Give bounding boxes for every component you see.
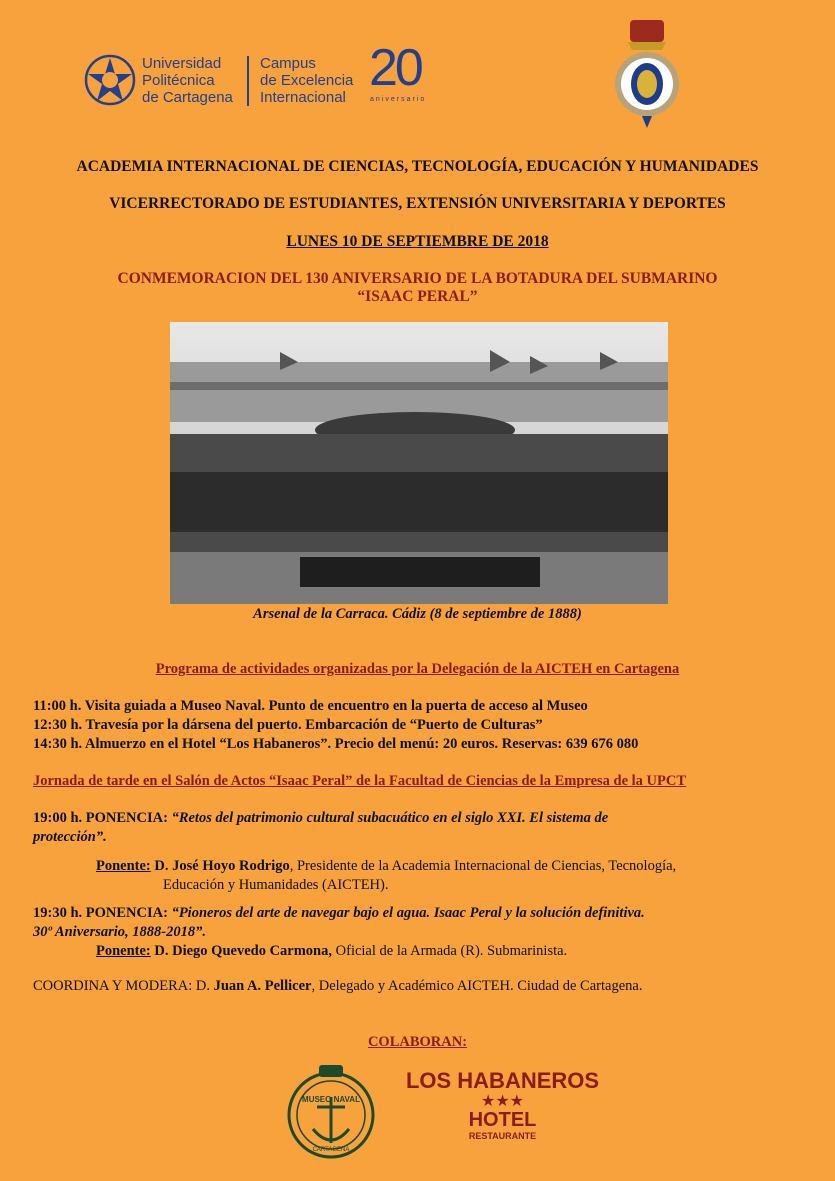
- photo-caption: Arsenal de la Carraca. Cádiz (8 de septiembre de 1888): [253, 606, 582, 622]
- academy-title: ACADEMIA INTERNACIONAL DE CIENCIAS, TECNOLOGÍA, EDUCACIÓN Y HUMANIDADES: [76, 158, 759, 175]
- talk-1: [33, 809, 823, 895]
- museo-naval-logo: [285, 1063, 377, 1159]
- talk-1-speaker-desc-1: , Presidente de la Academia Internacional de Ciencias, Tecnología,: [289, 858, 677, 874]
- event-title: [0, 270, 835, 306]
- coordinator: [33, 977, 823, 996]
- upct-logo: [84, 39, 454, 112]
- program-title-text: Programa de actividades organizadas por la Delegación de la AICTEH en Cartagena: [155, 661, 680, 677]
- upct-line-1: Universidad: [142, 55, 222, 72]
- hotel-logo: [400, 1068, 605, 1150]
- hotel-type: HOTEL: [468, 1109, 537, 1131]
- talk-1-title-line-2: protección”.: [33, 829, 107, 845]
- hotel-sub: RESTAURANTE: [468, 1131, 537, 1141]
- program-title: [0, 660, 835, 678]
- talk-1-title-line-1: “Retos del patrimonio cultural subacuático en el siglo XXI. El sistema de: [171, 810, 609, 826]
- coordinator-prefix: COORDINA Y MODERA: D.: [33, 978, 214, 994]
- anniversary-number: 20: [369, 39, 421, 97]
- talk-2: [33, 904, 823, 961]
- coordinator-desc: , Delegado y Académico AICTEH. Ciudad de Cartagena.: [311, 978, 643, 994]
- talk-1-speaker-label: Ponente:: [96, 858, 151, 874]
- anchor-crest-icon: [285, 1063, 377, 1159]
- hotel-stars: ★★★: [480, 1093, 525, 1110]
- afternoon-title-text: Jornada de tarde en el Salón de Actos “Isaac Peral” de la Facultad de Ciencias de la Empresa de la UPCT: [33, 773, 687, 789]
- talk-2-speaker-desc: Oficial de la Armada (R). Submarinista.: [332, 943, 568, 959]
- talk-1-prefix: 19:00 h. PONENCIA:: [33, 810, 172, 826]
- collaborators-title: [0, 1033, 835, 1051]
- anniversary-word: aniversario: [370, 96, 427, 103]
- vicerrectorado-title: VICERRECTORADO DE ESTUDIANTES, EXTENSIÓN UNIVERSITARIA Y DEPORTES: [109, 195, 726, 212]
- talk-2-speaker-name: D. Diego Quevedo Carmona,: [154, 943, 333, 959]
- museo-top-text: MUSEO NAVAL: [302, 1095, 360, 1104]
- event-title-line-2: “ISAAC PERAL”: [357, 288, 478, 305]
- collaborators-title-text: COLABORAN:: [367, 1034, 468, 1050]
- campus-line-2: de Excelencia: [260, 72, 354, 89]
- upct-emblem-icon: [84, 54, 136, 106]
- coordinator-name: Juan A. Pellicer: [213, 978, 312, 994]
- program-list: [33, 697, 638, 754]
- campus-line-3: Internacional: [260, 89, 346, 106]
- logo-divider: [247, 56, 249, 106]
- talk-1-speaker-desc-2: Educación y Humanidades (AICTEH).: [163, 877, 389, 893]
- talk-2-title-line-2: 30º Aniversario, 1888-2018”.: [33, 924, 206, 940]
- talk-1-speaker-name: D. José Hoyo Rodrigo: [154, 858, 290, 874]
- campus-line-1: Campus: [260, 55, 316, 72]
- submarine-launch-photo-icon: [170, 322, 668, 604]
- afternoon-title: [33, 772, 686, 790]
- historic-photo: [170, 322, 668, 604]
- program-item: 11:00 h. Visita guiada a Museo Naval. Punto de encuentro en la puerta de acceso al Museo: [33, 698, 588, 714]
- talk-2-title-line-1: “Pioneros del arte de navegar bajo el agua. Isaac Peral y la solución definitiva.: [171, 905, 645, 921]
- program-item: 14:30 h. Almuerzo en el Hotel “Los Habaneros”. Precio del menú: 20 euros. Reservas: 639 676 080: [33, 736, 639, 752]
- hotel-name: LOS HABANEROS: [405, 1068, 600, 1093]
- museo-bottom-text: CARTAGENA: [312, 1147, 350, 1153]
- upct-line-3: de Cartagena: [142, 89, 233, 106]
- talk-2-speaker-label: Ponente:: [96, 943, 151, 959]
- event-title-line-1: CONMEMORACION DEL 130 ANIVERSARIO DE LA BOTADURA DEL SUBMARINO: [117, 270, 718, 287]
- program-item: 12:30 h. Travesía por la dársena del puerto. Embarcación de “Puerto de Culturas”: [33, 717, 543, 733]
- academy-crest-icon: [612, 16, 682, 128]
- event-date: LUNES 10 DE SEPTIEMBRE DE 2018: [286, 233, 549, 250]
- upct-line-2: Politécnica: [142, 72, 215, 89]
- talk-2-prefix: 19:30 h. PONENCIA:: [33, 905, 172, 921]
